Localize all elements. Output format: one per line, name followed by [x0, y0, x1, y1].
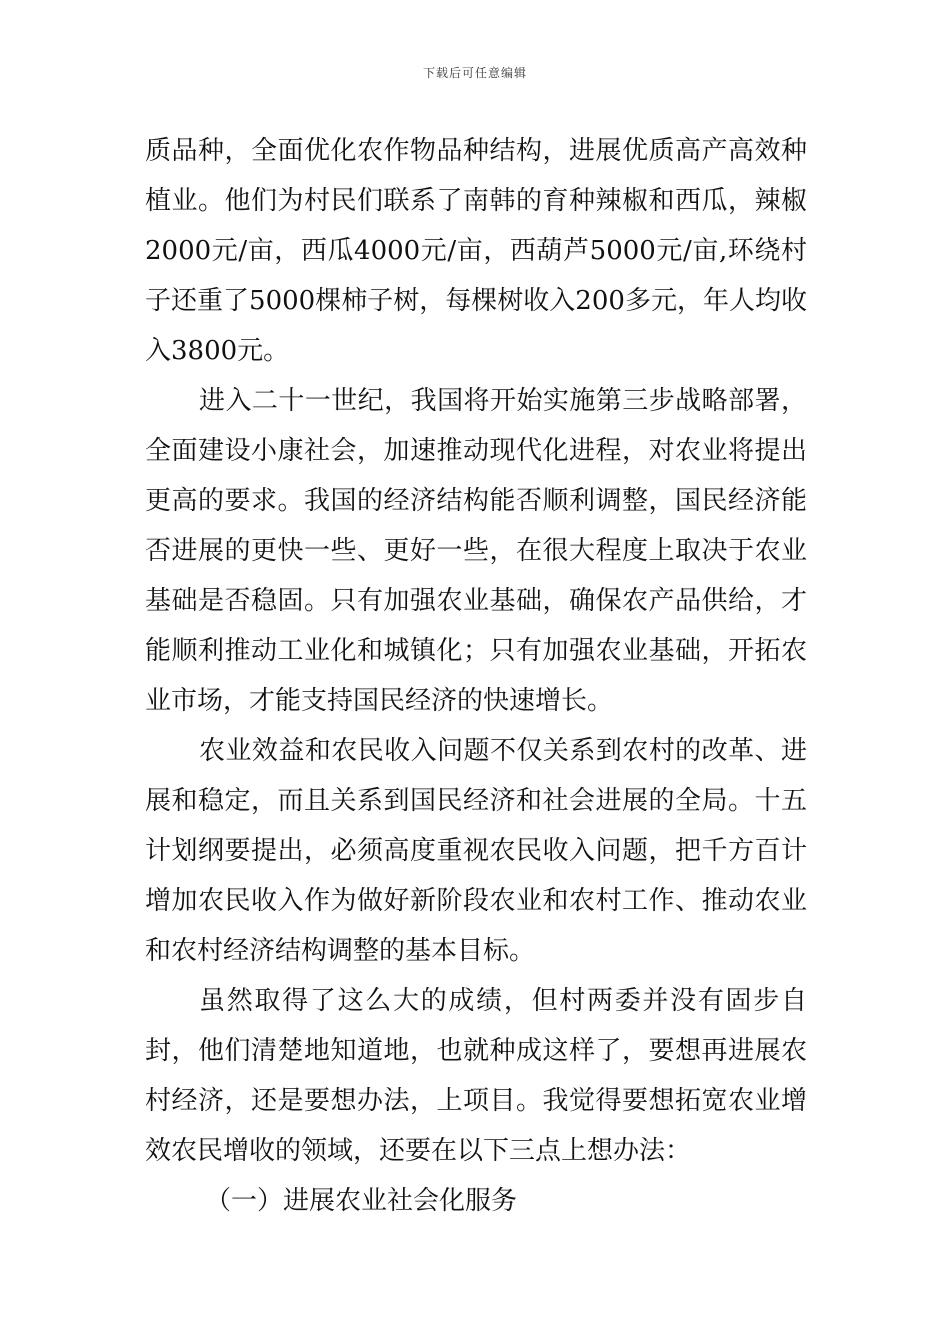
- section-heading: （一）进展农业社会化服务: [205, 1186, 518, 1216]
- document-body: [145, 126, 807, 1226]
- page-header: 下载后可任意编辑: [422, 66, 527, 80]
- paragraph-4: 虽然取得了这么大的成绩，但村两委并没有固步自封，他们清楚地知道地，也就种成这样了，要想再进展农村经济，还是要想办法，上项目。我觉得要想拓宽农业增效农民增收的领域，还要在以下三点上想办法：: [145, 986, 807, 1166]
- paragraph-1: 质品种，全面优化农作物品种结构，进展优质高产高效种植业。他们为村民们联系了南韩的育种辣椒和西瓜，辣椒2000元/亩，西瓜4000元/亩，西葫芦5000元/亩,环绕村子还重了5000棵柿子树，每棵树收入200多元，年人均收入3800元。: [145, 136, 807, 366]
- paragraph-2: 进入二十一世纪，我国将开始实施第三步战略部署，全面建设小康社会，加速推动现代化进程，对农业将提出更高的要求。我国的经济结构能否顺利调整，国民经济能否进展的更快一些、更好一些，在很大程度上取决于农业基础是否稳固。只有加强农业基础，确保农产品供给，才能顺利推动工业化和城镇化；只有加强农业基础，开拓农业市场，才能支持国民经济的快速增长。: [145, 386, 807, 716]
- paragraph-3: 农业效益和农民收入问题不仅关系到农村的改革、进展和稳定，而且关系到国民经济和社会进展的全局。十五计划纲要提出，必须高度重视农民收入问题，把千方百计增加农民收入作为做好新阶段农业和农村工作、推动农业和农村经济结构调整的基本目标。: [145, 736, 807, 966]
